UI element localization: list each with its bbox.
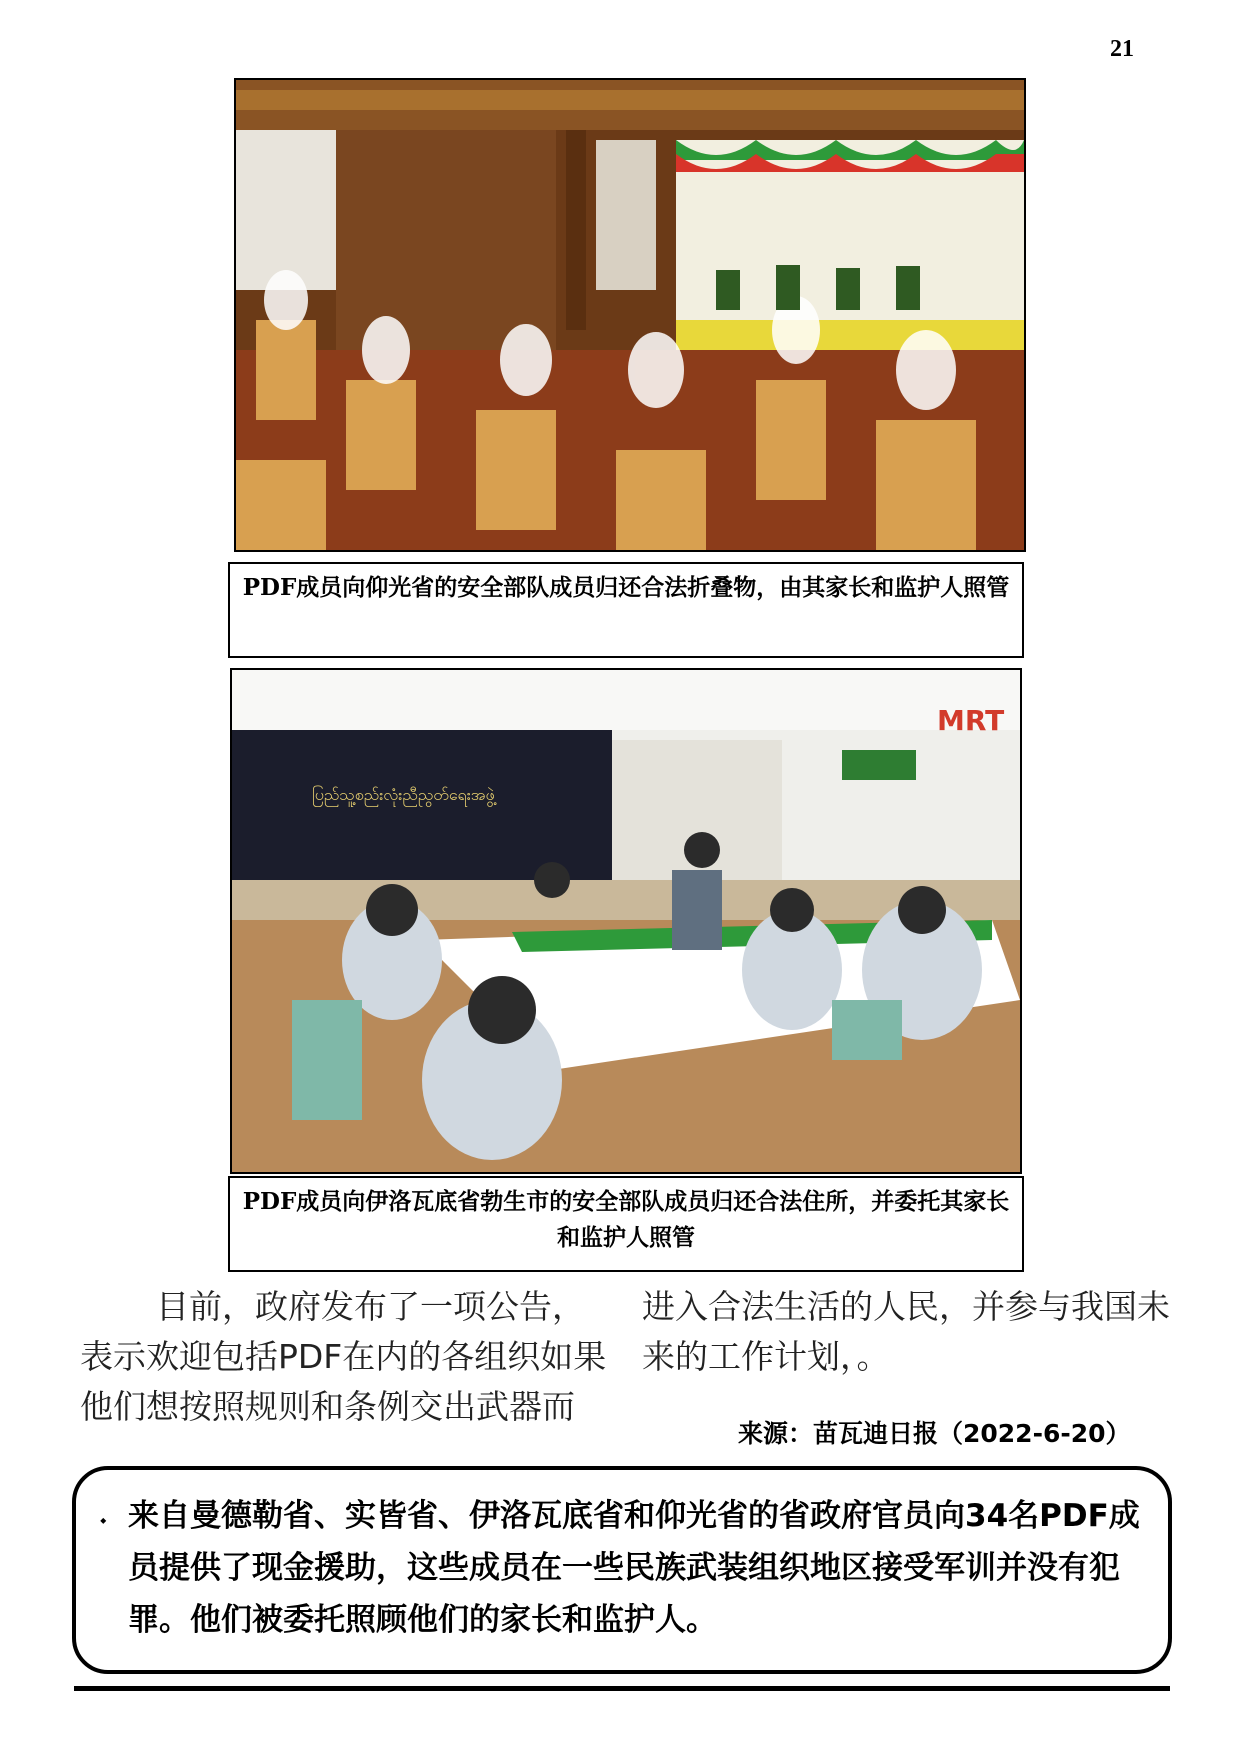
meeting-room-illustration xyxy=(232,670,1020,1172)
summary-text: 来自曼德勒省、实皆省、伊洛瓦底省和仰光省的省政府官员向34名PDF成员提供了现金援助，这些成员在一些民族武装组织地区接受军训并没有犯罪。他们被委托照顾他们的家长和监护人。 xyxy=(128,1498,1140,1638)
meeting-hall-photo xyxy=(234,78,1026,552)
meeting-room-photo xyxy=(230,668,1022,1174)
article-source: 来源：苗瓦迪日报（2022-6-20） xyxy=(738,1419,1131,1448)
article-left-text: 目前，政府发布了一项公告，表示欢迎包括PDF在内的各组织如果他们想按照规则和条例交出武器而 xyxy=(80,1287,607,1426)
page-number: 21 xyxy=(1110,36,1134,62)
article-right-column: 进入合法生活的人民，并参与我国未来的工作计划，。 xyxy=(642,1287,1170,1376)
bottom-rule xyxy=(74,1686,1170,1691)
broadcaster-watermark: MRT xyxy=(937,704,1005,737)
meeting-hall-illustration xyxy=(236,80,1024,550)
summary-box xyxy=(72,1466,1172,1674)
photo-caption-yangon: PDF成员向仰光省的安全部队成员归还合法折叠物，由其家长和监护人照管 xyxy=(228,562,1024,658)
photo-caption-ayeyarwady: PDF成员向伊洛瓦底省勃生市的安全部队成员归还合法住所，并委托其家长和监护人照管 xyxy=(228,1176,1024,1272)
article-left-column xyxy=(80,1282,610,1432)
bullet-icon: ⬩ xyxy=(100,1510,107,1531)
svg-text:ပြည်သူ့စည်းလုံးညီညွတ်ရေးအဖွဲ့: ပြည်သူ့စည်းလုံးညီညွတ်ရေးအဖွဲ့ xyxy=(312,785,495,804)
